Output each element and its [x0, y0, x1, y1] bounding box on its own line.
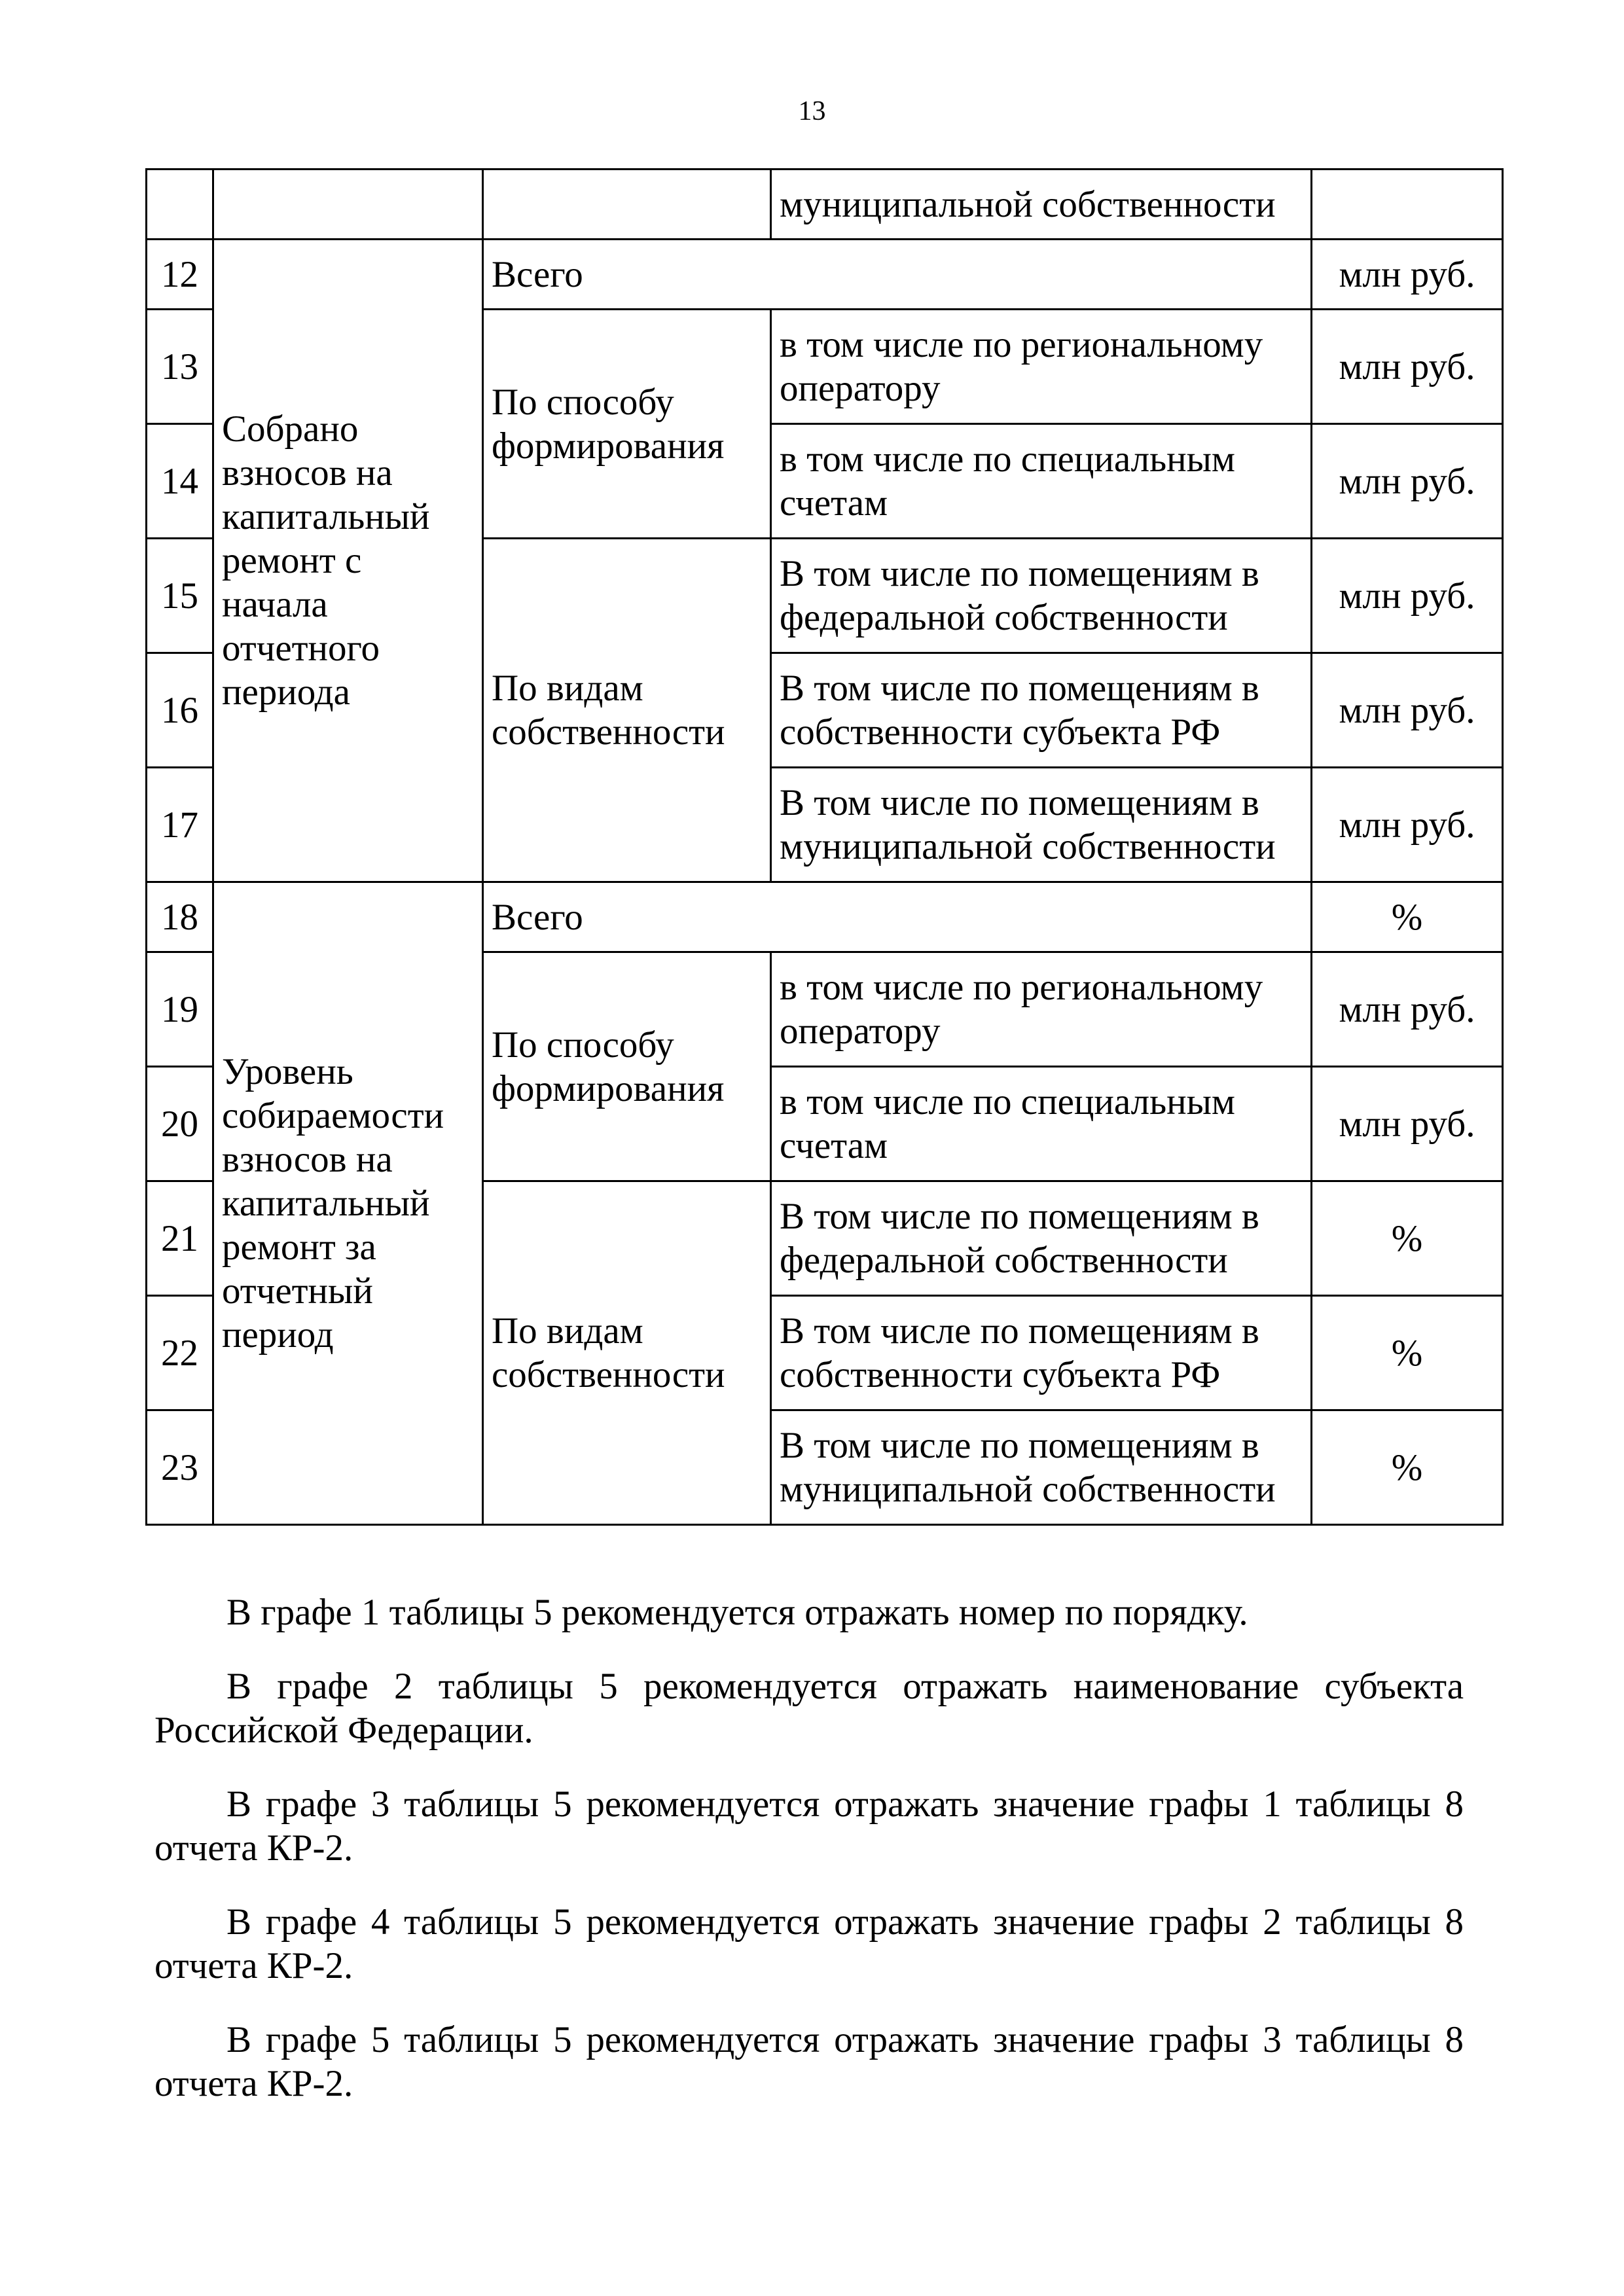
row-number: 23 [147, 1410, 213, 1525]
paragraph: В графе 2 таблицы 5 рекомендуется отражать наименование субъекта Российской Федерации. [154, 1666, 1464, 1751]
unit-label: млн руб. [1312, 768, 1503, 882]
row-description: в том числе по региональному оператору [771, 952, 1312, 1067]
row-number: 16 [147, 653, 213, 768]
subcategory-cell [483, 170, 771, 240]
unit-label: % [1312, 882, 1503, 952]
body-text [154, 1590, 1464, 2136]
unit-label: млн руб. [1312, 240, 1503, 310]
subcategory-label: По видам собственности [483, 539, 771, 882]
row-number: 12 [147, 240, 213, 310]
row-number: 21 [147, 1181, 213, 1296]
unit-label: млн руб. [1312, 1067, 1503, 1181]
paragraph: В графе 5 таблицы 5 рекомендуется отражать значение графы 3 таблицы 8 отчета КР-2. [154, 2019, 1464, 2104]
category-cell [213, 170, 483, 240]
row-number-cell [147, 170, 213, 240]
page-number: 13 [798, 96, 826, 126]
total-label: Всего [483, 240, 1312, 310]
unit-label: % [1312, 1296, 1503, 1410]
unit-label: % [1312, 1410, 1503, 1525]
category-label: Собрано взносов на капитальный ремонт с начала отчетного периода [213, 240, 483, 882]
row-description: В том числе по помещениям в собственности субъекта РФ [771, 653, 1312, 768]
unit-cell [1312, 170, 1503, 240]
table-row [147, 240, 1503, 310]
unit-label: млн руб. [1312, 424, 1503, 539]
row-number: 13 [147, 310, 213, 424]
paragraph: В графе 1 таблицы 5 рекомендуется отражать номер по порядку. [226, 1592, 1248, 1633]
row-description: муниципальной собственности [771, 170, 1312, 240]
row-description: в том числе по региональному оператору [771, 310, 1312, 424]
row-description: В том числе по помещениям в муниципальной собственности [771, 768, 1312, 882]
paragraph: В графе 3 таблицы 5 рекомендуется отражать значение графы 1 таблицы 8 отчета КР-2. [154, 1784, 1464, 1869]
row-number: 18 [147, 882, 213, 952]
subcategory-label: По способу формирования [483, 952, 771, 1181]
row-number: 19 [147, 952, 213, 1067]
paragraph: В графе 4 таблицы 5 рекомендуется отражать значение графы 2 таблицы 8 отчета КР-2. [154, 1901, 1464, 1986]
row-description: в том числе по специальным счетам [771, 1067, 1312, 1181]
row-description: В том числе по помещениям в федеральной собственности [771, 1181, 1312, 1296]
unit-label: млн руб. [1312, 952, 1503, 1067]
table-row [147, 882, 1503, 952]
row-description: В том числе по помещениям в муниципальной собственности [771, 1410, 1312, 1525]
unit-label: млн руб. [1312, 310, 1503, 424]
subcategory-label: По способу формирования [483, 310, 771, 539]
total-label: Всего [483, 882, 1312, 952]
unit-label: млн руб. [1312, 539, 1503, 653]
row-number: 20 [147, 1067, 213, 1181]
row-number: 15 [147, 539, 213, 653]
category-label: Уровень собираемости взносов на капитальный ремонт за отчетный период [213, 882, 483, 1525]
row-number: 14 [147, 424, 213, 539]
row-number: 17 [147, 768, 213, 882]
row-description: В том числе по помещениям в федеральной собственности [771, 539, 1312, 653]
report-table [145, 168, 1504, 1526]
table-row [147, 170, 1503, 240]
subcategory-label: По видам собственности [483, 1181, 771, 1525]
row-number: 22 [147, 1296, 213, 1410]
row-description: В том числе по помещениям в собственности субъекта РФ [771, 1296, 1312, 1410]
unit-label: млн руб. [1312, 653, 1503, 768]
row-description: в том числе по специальным счетам [771, 424, 1312, 539]
unit-label: % [1312, 1181, 1503, 1296]
